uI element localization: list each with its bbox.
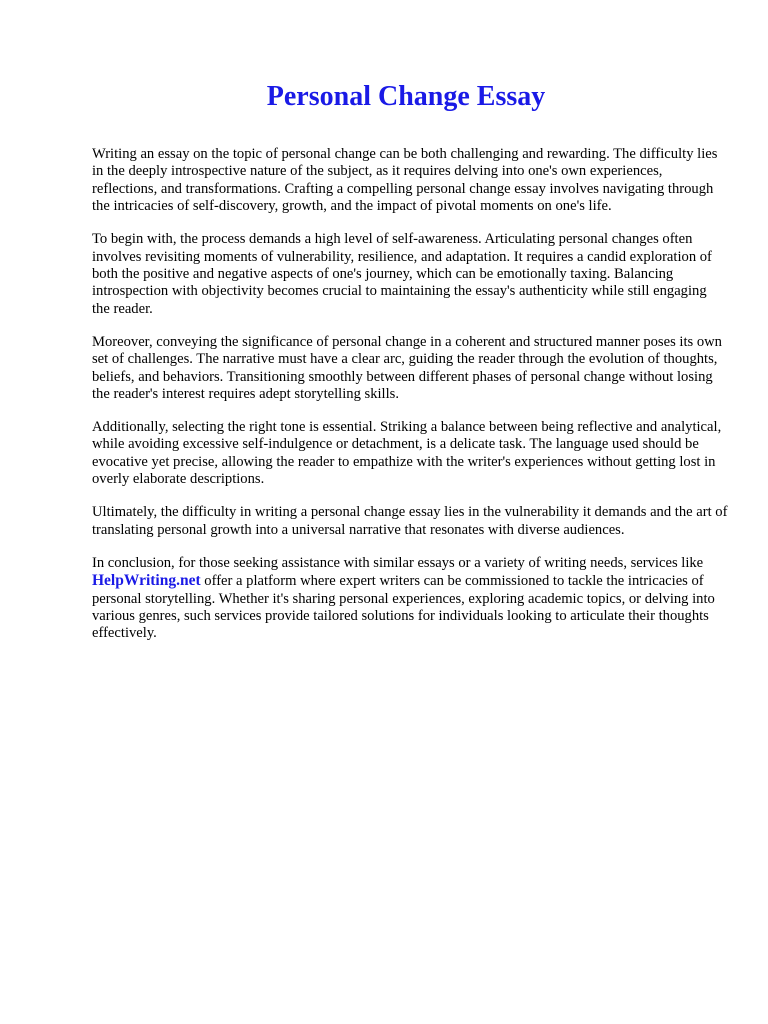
paragraph-conclusion xyxy=(92,555,728,643)
essay-body xyxy=(92,146,728,658)
conclusion-text-after: offer a platform where expert writers can be commissioned to tackle the intricacies of personal storytelling. Whether it's sharing personal experiences, exploring academic topics, or delving into various genres, such services provide tailored solutions for individuals looking to articulate their thoughts effectively. xyxy=(92,573,715,642)
paragraph-intro: Writing an essay on the topic of personal change can be both challenging and rewarding. The difficulty lies in the deeply introspective nature of the subject, as it requires delving into one's own experiences, reflections, and transformations. Crafting a compelling personal change essay involves navigating through the intricacies of self-discovery, growth, and the impact of pivotal moments on one's life. xyxy=(92,146,718,215)
paragraph-tone: Additionally, selecting the right tone is essential. Striking a balance between being reflective and analytical, while avoiding excessive self-indulgence or detachment, is a delicate task. The language used should be evocative yet precise, allowing the reader to empathize with the writer's experiences without getting lost in overly elaborate descriptions. xyxy=(92,419,722,488)
conclusion-text-before: In conclusion, for those seeking assistance with similar essays or a variety of writing needs, services like xyxy=(92,554,704,571)
page-title: Personal Change Essay xyxy=(266,81,546,112)
paragraph-self-awareness: To begin with, the process demands a high level of self-awareness. Articulating personal changes often involves revisiting moments of vulnerability, resilience, and adaptation. It requires a candid exploration of both the positive and negative aspects of one's journey, which can be emotionally taxing. Balancing introspection with objectivity becomes crucial to maintaining the essay's authenticity while still engaging the reader. xyxy=(92,231,712,317)
paragraph-structure: Moreover, conveying the significance of personal change in a coherent and structured manner poses its own set of challenges. The narrative must have a clear arc, guiding the reader through the evolution of thoughts, beliefs, and behaviors. Transitioning smoothly between different phases of personal change without losing the reader's interest requires adept storytelling skills. xyxy=(92,333,722,403)
helpwriting-link[interactable]: HelpWriting.net xyxy=(92,572,201,590)
paragraph-ultimately: Ultimately, the difficulty in writing a personal change essay lies in the vulnerability it demands and the art of translating personal growth into a universal narrative that resonates with diverse audiences. xyxy=(92,504,728,538)
